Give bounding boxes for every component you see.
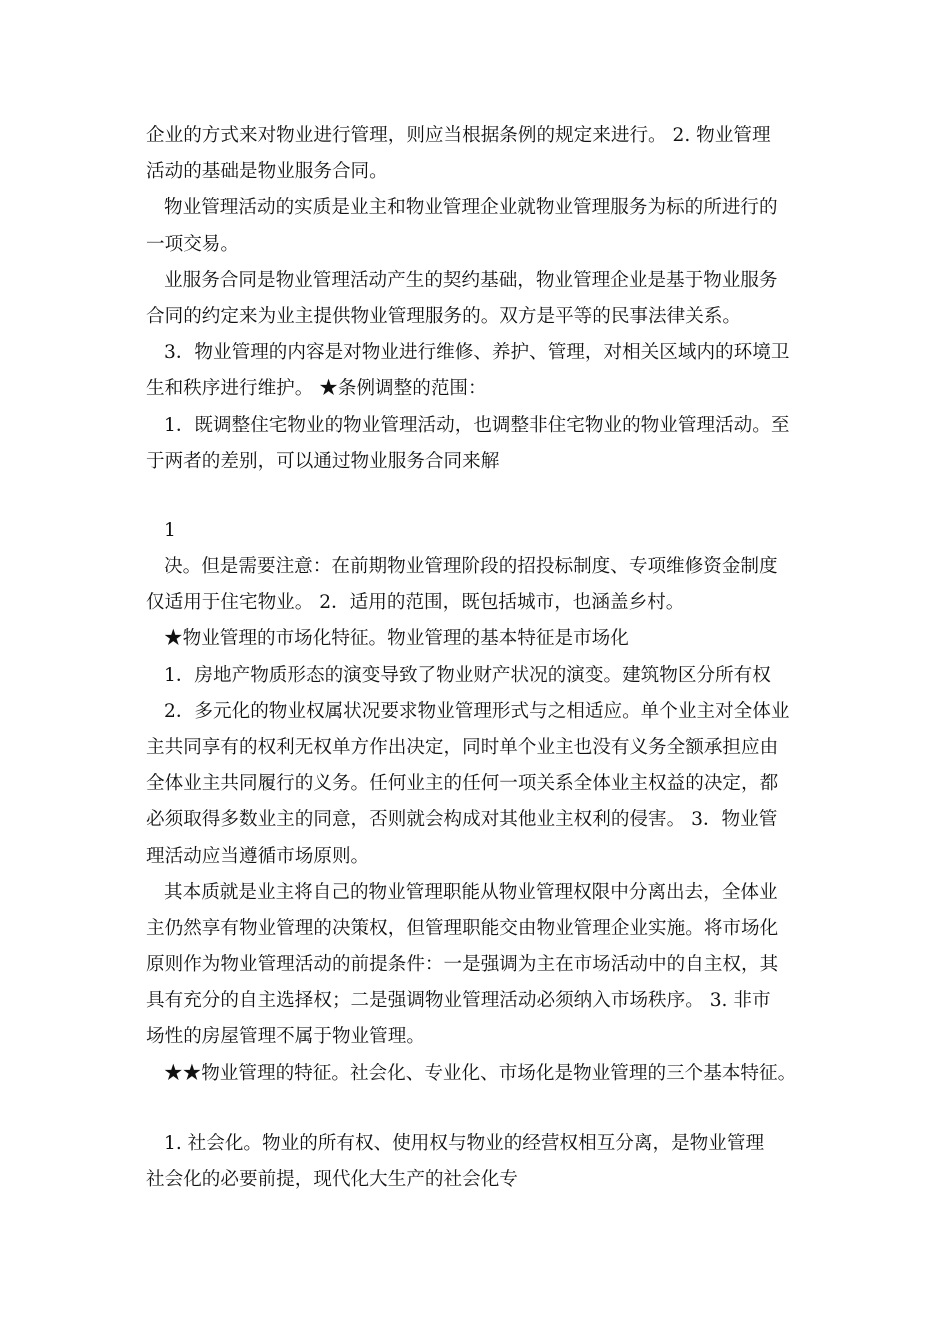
text-line: 理活动应当遵循市场原则。 (146, 845, 370, 867)
text-line: 具有充分的自主选择权；二是强调物业管理活动必须纳入市场秩序。 3. 非市 (146, 990, 771, 1012)
text-line: 于两者的差别，可以通过物业服务合同来解 (146, 450, 500, 472)
text-line: 1. 社会化。物业的所有权、使用权与物业的经营权相互分离，是物业管理 (164, 1133, 765, 1154)
text-line: 主仍然享有物业管理的决策权，但管理职能交由物业管理企业实施。将市场化 (146, 917, 779, 939)
text-line: 活动的基础是物业服务合同。 (146, 161, 388, 183)
text-line: 主共同享有的权利无权单方作出决定，同时单个业主也没有义务全额承担应由 (146, 736, 779, 758)
text-line: 必须取得多数业主的同意，否则就会构成对其他业主权利的侵害。 3．物业管 (146, 809, 778, 831)
text-line: 一项交易。 (146, 233, 239, 255)
text-line: 社会化的必要前提，现代化大生产的社会化专 (146, 1169, 518, 1191)
text-line: ★物业管理的市场化特征。物业管理的基本特征是市场化 (164, 628, 629, 650)
text-line: 其本质就是业主将自己的物业管理职能从物业管理权限中分离出去，全体业 (164, 881, 778, 903)
text-line: 全体业主共同履行的义务。任何业主的任何一项关系全体业主权益的决定，都 (146, 773, 779, 795)
text-line: 决。但是需要注意：在前期物业管理阶段的招投标制度、专项维修资金制度 (164, 556, 778, 577)
text-line: 企业的方式来对物业进行管理，则应当根据条例的规定来进行。 2. 物业管理 (146, 125, 771, 146)
text-line: 原则作为物业管理活动的前提条件：一是强调为主在市场活动中的自主权，其 (146, 954, 779, 976)
page-number: 1 (164, 520, 176, 541)
text-block-3 (146, 1126, 811, 1198)
text-line: 业服务合同是物业管理活动产生的契约基础，物业管理企业是基于物业服务 (164, 269, 778, 291)
text-line: ★★物业管理的特征。社会化、专业化、市场化是物业管理的三个基本特征。 (164, 1062, 797, 1084)
text-block-1 (146, 118, 811, 480)
text-line: 合同的约定来为业主提供物业管理服务的。双方是平等的民事法律关系。 (146, 305, 742, 327)
text-line: 3．物业管理的内容是对物业进行维修、养护、管理，对相关区域内的环境卫 (164, 342, 790, 364)
text-block-2 (146, 549, 811, 1092)
text-line: 1．既调整住宅物业的物业管理活动，也调整非住宅物业的物业管理活动。至 (164, 414, 790, 436)
text-line: 物业管理活动的实质是业主和物业管理企业就物业管理服务为标的所进行的 (164, 197, 778, 219)
page-number-block (146, 513, 811, 549)
text-line: 场性的房屋管理不属于物业管理。 (146, 1026, 425, 1048)
text-line: 生和秩序进行维护。 ★条例调整的范围： (146, 378, 487, 400)
text-line: 2．多元化的物业权属状况要求物业管理形式与之相适应。单个业主对全体业 (164, 700, 790, 722)
text-line: 仅适用于住宅物业。 2．适用的范围，既包括城市，也涵盖乡村。 (146, 592, 685, 614)
text-line: 1．房地产物质形态的演变导致了物业财产状况的演变。建筑物区分所有权 (164, 664, 771, 686)
